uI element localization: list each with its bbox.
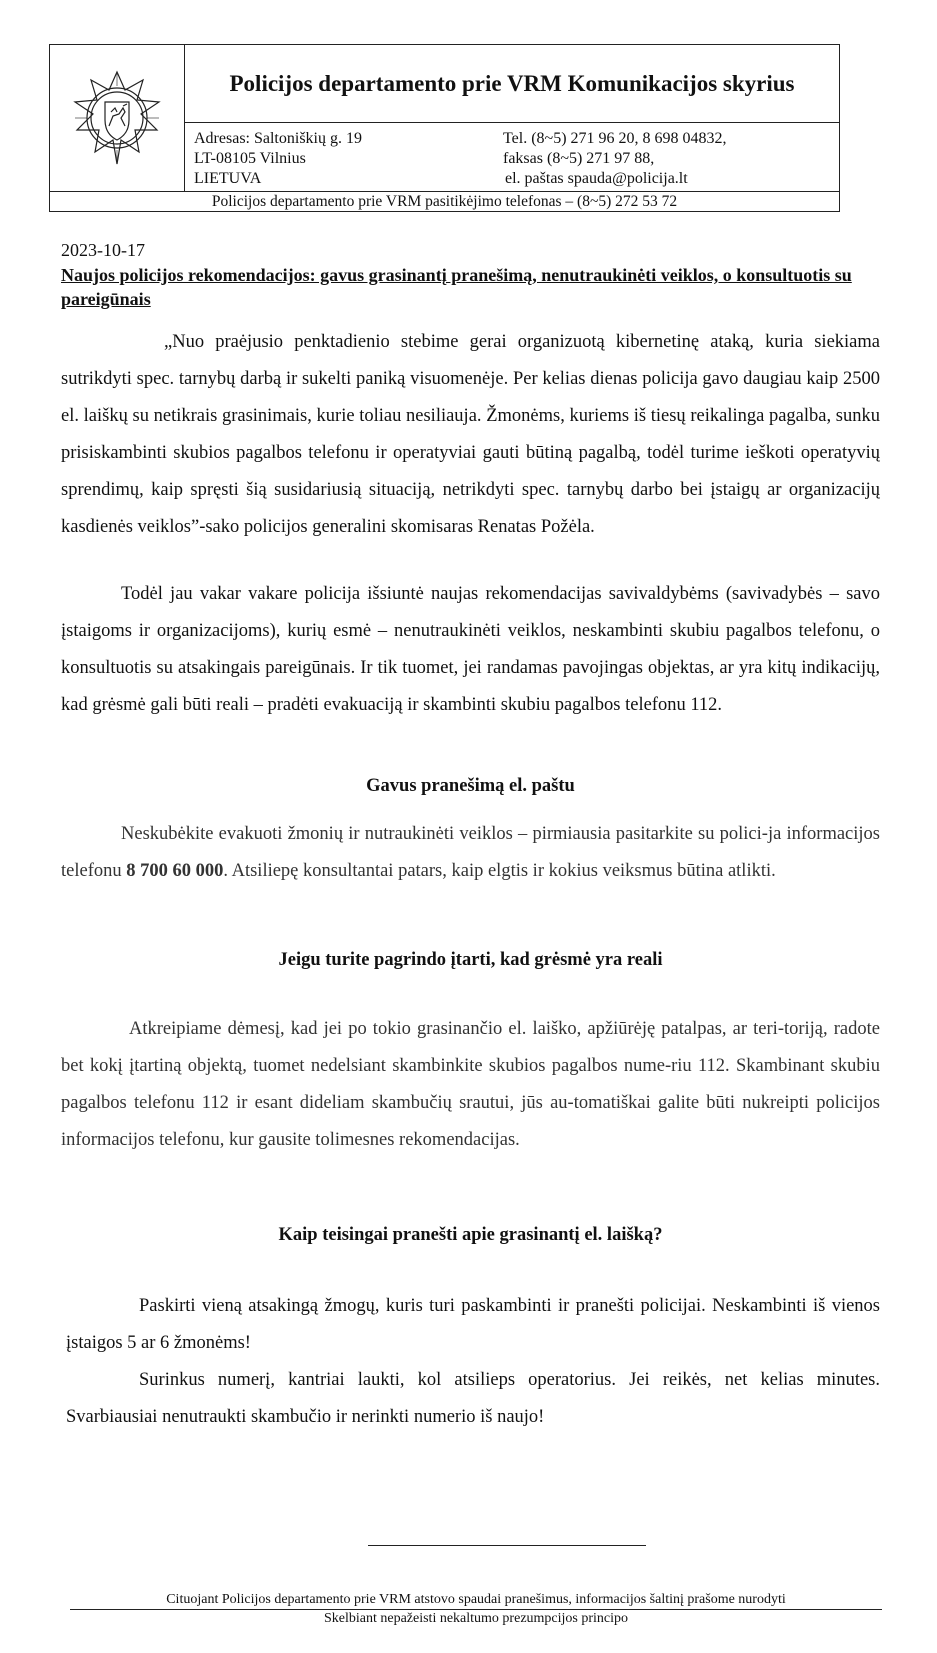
- letterhead-title: Policijos departamento prie VRM Komunikacijos skyrius: [185, 45, 839, 123]
- fax-line: faksas (8~5) 271 97 88,: [503, 150, 655, 167]
- paragraph-wait-operator: Surinkus numerį, kantriai laukti, kol atsilieps operatorius. Jei reikės, net kelias minutes. Svarbiausiai nenutraukti skambučio ir nerinkti numerio iš naujo!: [66, 1370, 880, 1427]
- paragraph-email-text-a: Neskubėkite evakuoti žmonių ir nutraukinėti veiklos – pirmiausia pasitarkite su polici-ja informacijos telefonu: [61, 824, 880, 881]
- address-line: LT-08105 Vilnius: [194, 150, 306, 167]
- police-emblem-icon: [67, 68, 167, 168]
- paragraph-quote: „Nuo praėjusio penktadienio stebime gerai organizuotą kibernetinę ataką, kuria siekiama sutrikdyti spec. tarnybų darbą ir sukelti paniką visuomenėje. Per kelias dienas policija gavo daugiau kaip 2500 el. laiškų su netikrais grasinimais, kurie toliau nesiliauja. Žmonėms, kuriems iš tiesų reikalinga pagalba, sunku prisiskambinti skubios pagalbos telefonu ir operatyviai gauti būtiną pagalbą, todėl turime ieškoti operatyvių sprendimų, kaip spręsti šią susidariusią situaciją, netrikdyti spec. tarnybų darbo bei įstaigų ar organizacijų kasdienės veiklos”-sako policijos generalini skomisaras Renatas Požėla.: [61, 332, 880, 537]
- section-heading-how-to-report: Kaip teisingai pranešti apie grasinantį el. laišką?: [278, 1225, 663, 1245]
- phone-line: Tel. (8~5) 271 96 20, 8 698 04832,: [503, 130, 727, 147]
- email-line: el. paštas spauda@policija.lt: [505, 170, 688, 187]
- article-headline: Naujos policijos rekomendacijos: gavus grasinantį pranešimą, nenutraukinėti veiklos, o konsultuotis su pareigūnais: [61, 265, 852, 309]
- trust-phone-line: Policijos departamento prie VRM pasitikėjimo telefonas – (8~5) 272 53 72: [50, 191, 839, 211]
- article-date: 2023-10-17: [61, 240, 145, 260]
- footer-citation-note: Cituojant Policijos departamento prie VRM atstovo spaudai pranešimus, informacijos šaltinį prašome nurodyti: [70, 1591, 882, 1610]
- address-block: [194, 129, 362, 189]
- info-phone-number: 8 700 60 000: [126, 861, 224, 881]
- footer-presumption-note: Skelbiant nepažeisti nekaltumo prezumpcijos principo: [323, 1611, 629, 1626]
- section-heading-real-threat: Jeigu turite pagrindo įtarti, kad grėsmė yra reali: [278, 950, 663, 970]
- letterhead: [49, 44, 840, 212]
- page-footer: [70, 1591, 882, 1628]
- paragraph-email: [61, 816, 880, 890]
- section-heading-email: Gavus pranešimą el. paštu: [366, 776, 575, 796]
- address-line: LIETUVA: [194, 170, 262, 187]
- paragraph-assign-person: Paskirti vieną atsakingą žmogų, kuris turi paskambinti ir pranešti policijai. Neskambinti iš vienos įstaigos 5 ar 6 žmonėms!: [66, 1296, 880, 1353]
- paragraph-email-text-b: . Atsiliepę konsultantai patars, kaip elgtis ir kokius veiksmus būtina atlikti.: [223, 861, 776, 881]
- separator-line: [368, 1545, 646, 1546]
- contact-block: [503, 129, 727, 189]
- paragraph-recommendations: Todėl jau vakar vakare policija išsiuntė naujas rekomendacijas savivaldybėms (savivadybės – savo įstaigoms ir organizacijoms), kurių esmė – nenutraukinėti veiklos, neskambinti skubiu pagalbos telefonu, o konsultuotis su atsakingais pareigūnais. Ir tik tuomet, jei randamas pavojingas objektas, ar yra kitų indikacijų, kad grėsmė gali būti reali – pradėti evakuaciją ir skambinti skubiu pagalbos telefonu 112.: [61, 584, 880, 715]
- address-line: Adresas: Saltoniškių g. 19: [194, 130, 362, 147]
- logo-cell: [50, 45, 185, 191]
- paragraph-real-threat: Atkreipiame dėmesį, kad jei po tokio grasinančio el. laiško, apžiūrėję patalpas, ar teri-toriją, radote bet kokį įtartiną objektą, tuomet nedelsiant skambinkite skubios pagalbos nume-riu 112. Skambinant skubiu pagalbos telefonu 112 ir esant dideliam skambučių srautui, jūs au-tomatiškai galite būti nukreipti policijos informacijos telefonu, kur gausite tolimesnes rekomendacijas.: [61, 1019, 880, 1150]
